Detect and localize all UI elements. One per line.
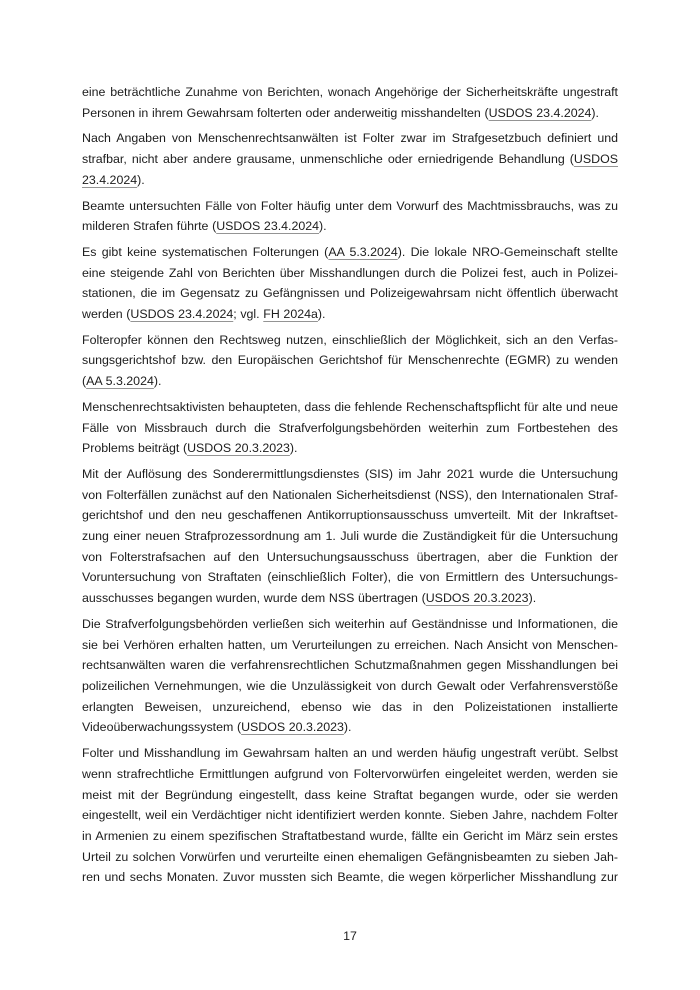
paragraph-text: Folteropfer können den Rechtsweg nutzen, einschließlich der Möglichkeit, sich an den Verfassungsgerichtshof bzw. den Europäischen Gerichtshof für Menschenrechte (EGMR) zu wenden (	[82, 332, 618, 389]
citation-link[interactable]: AA 5.3.2024	[86, 374, 154, 389]
page-number: 17	[343, 929, 357, 943]
citation-link[interactable]: USDOS 23.4.2024	[488, 105, 592, 120]
citation-link[interactable]: USDOS 23.4.2024	[82, 152, 618, 187]
paragraph	[82, 242, 618, 325]
paragraph	[82, 614, 618, 738]
citation-link[interactable]: USDOS 20.3.2023	[241, 720, 344, 735]
citation-link[interactable]: USDOS 23.4.2024	[130, 307, 234, 322]
paragraph-text: eine beträchtliche Zunahme von Berichten, wonach Angehörige der Sicherheitskräfte ungestraft Personen in ihrem Gewahrsam folterten oder anderweitig misshandelten (	[82, 85, 618, 120]
citation-link[interactable]: AA 5.3.2024	[328, 244, 398, 259]
paragraph-text: ).	[343, 720, 352, 735]
paragraph	[82, 128, 618, 190]
paragraph-text: ).	[591, 105, 599, 120]
citation-link[interactable]: USDOS 20.3.2023	[425, 591, 529, 606]
paragraph-text: ). Die lokale NRO-Gemeinschaft stellte eine steigende Zahl von Berichten über Misshandlungen durch die Polizei fest, auch in Polizeistationen, die im Gegensatz zu Gefängnissen und Polizeigewahrsam nicht öffentlich überwacht werden (	[82, 244, 619, 322]
paragraph-text: ).	[317, 307, 326, 322]
paragraph-text: Die Strafverfolgungsbehörden verließen sich weiterhin auf Geständnisse und Informationen, die sie bei Verhören erhalten hatten, um Verurteilungen zu erreichen. Nach Ansicht von Menschenrechtsanwälten waren die verfahrensrechtlichen Schutzmaßnahmen gegen Misshandlungen bei polizeilichen Vernehmungen, wie die Unzulässigkeit von durch Gewalt oder Verfahrensverstöße erlangten Beweisen, unzureichend, ebenso wie das in den Polizeistationen installierte Videoüberwachungssystem (	[82, 616, 618, 735]
paragraph-text: Folter und Misshandlung im Gewahrsam halten an und werden häufig ungestraft verübt. Selbst wenn strafrechtliche Ermittlungen aufgrund von Foltervorwürfen eingeleitet werden, werden sie meist mit der Begründung eingestellt, dass keine Straftat begangen wurde, oder sie werden eingestellt, weil ein Verdächtiger nicht identifiziert werden konnte. Sieben Jahre, nachdem Folter in Armenien zu einem spezifischen Straftatbestand wurde, fällte ein Gericht im März sein erstes Urteil zu solchen Vorwürfen und verurteilte einen ehemaligen Gefängnisbeamten zu sieben Jahren und sechs Monaten. Zuvor mussten sich Beamte, die wegen körperlicher Misshandlung zur	[82, 746, 618, 885]
paragraph-text: Mit der Auflösung des Sonderermittlungsdienstes (SIS) im Jahr 2021 wurde die Untersuchung von Folterfällen zunächst auf den Nationalen Sicherheitsdienst (NSS), den Internationalen Strafgerichtshof und den neu geschaffenen Antikorruptionsausschuss umverteilt. Mit der Inkraftsetzung einer neuen Strafprozessordnung am 1. Juli wurde die Zuständigkeit für die Untersuchung von Folterstrafsachen auf den Untersuchungsausschuss übertragen, aber die Funktion der Voruntersuchung von Straftaten (einschließlich Folter), die von Ermittlern des Untersuchungsausschusses begangen wurden, wurde dem NSS übertragen (	[82, 466, 618, 606]
page-body-text	[82, 82, 618, 893]
citation-link[interactable]: USDOS 23.4.2024	[216, 219, 320, 234]
paragraph-text: ).	[137, 172, 145, 187]
paragraph	[82, 82, 618, 123]
paragraph-text: ).	[289, 441, 298, 456]
paragraph	[82, 397, 618, 459]
paragraph-text: Menschenrechtsaktivisten behaupteten, dass die fehlende Rechenschaftspflicht für alte und neue Fälle von Missbrauch durch die Strafverfolgungsbehörden weiterhin zum Fortbestehen des Problems beiträgt (	[82, 399, 618, 456]
paragraph-text: Es gibt keine systematischen Folterungen (	[82, 244, 329, 259]
paragraph	[82, 464, 618, 609]
paragraph-text: ).	[153, 374, 162, 389]
paragraph	[82, 743, 618, 888]
paragraph	[82, 330, 618, 392]
paragraph-text: ).	[528, 591, 537, 606]
paragraph	[82, 196, 618, 237]
citation-link[interactable]: USDOS 20.3.2023	[187, 441, 290, 456]
paragraph-text: Nach Angaben von Menschenrechtsanwälten ist Folter zwar im Strafgesetzbuch definiert und strafbar, nicht aber andere grausame, unmenschliche oder erniedrigende Behandlung (	[82, 131, 618, 167]
citation-link[interactable]: FH 2024a	[263, 307, 318, 322]
paragraph-text: ).	[319, 219, 327, 234]
paragraph-text: Beamte untersuchten Fälle von Folter häufig unter dem Vorwurf des Machtmissbrauchs, was zu milderen Strafen führte (	[82, 198, 618, 234]
paragraph-text: ; vgl.	[233, 307, 264, 322]
